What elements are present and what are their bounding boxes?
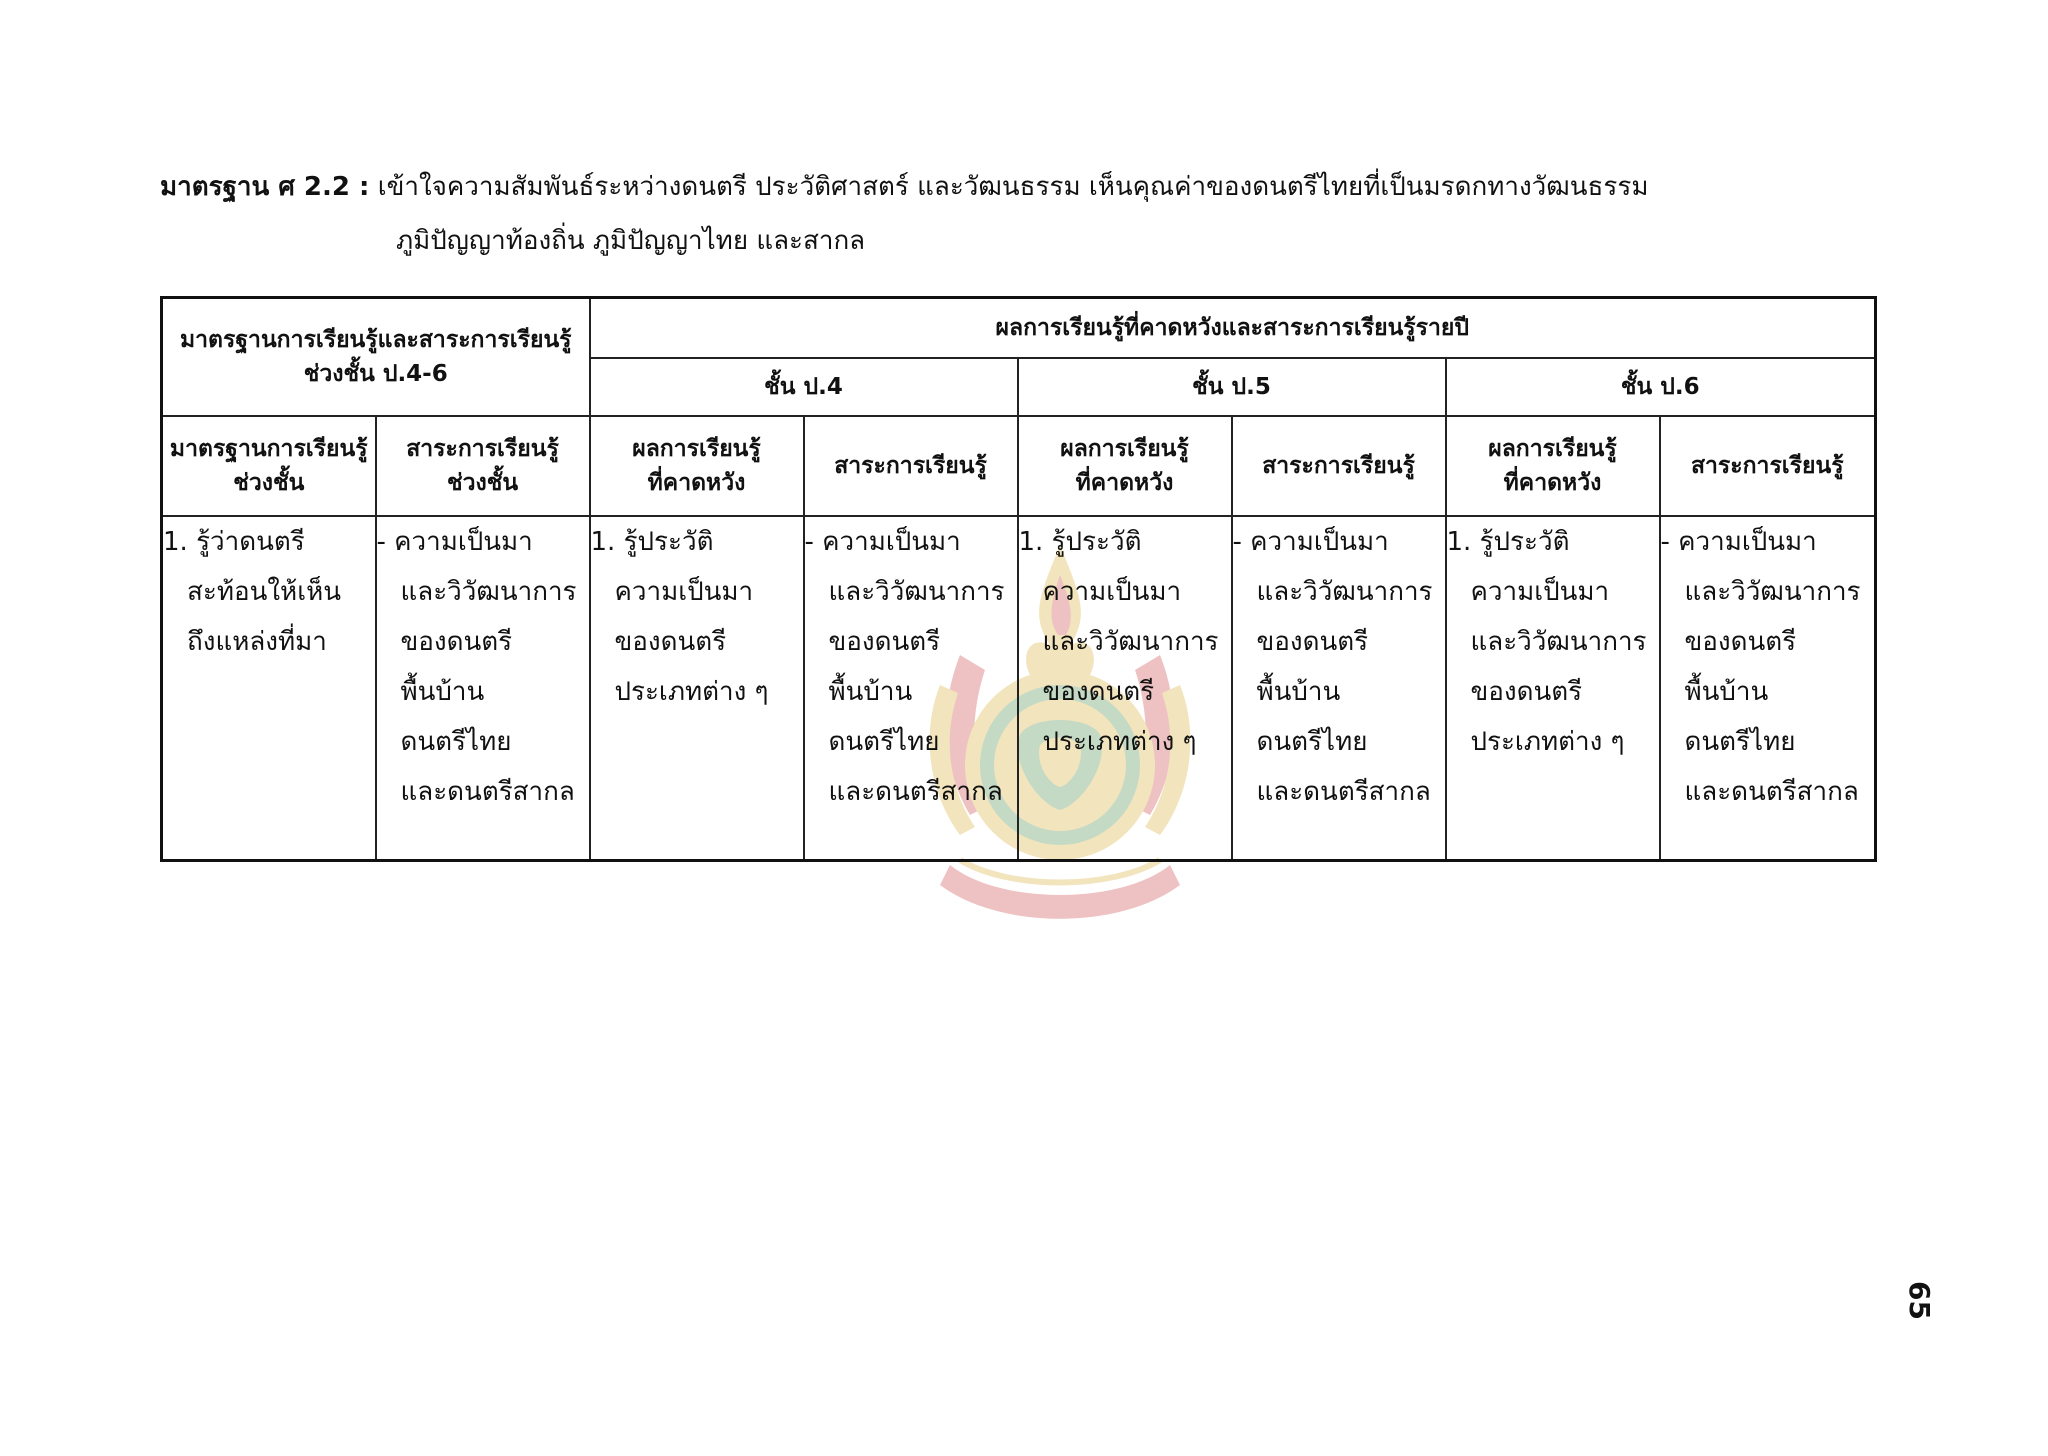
header-content-grade-5: สาระการเรียนรู้ [1232, 416, 1446, 516]
text-line: ความเป็นมา [1470, 576, 1610, 607]
text-line: ของดนตรี [400, 626, 513, 657]
header-range-content-line-1: สาระการเรียนรู้ [406, 435, 559, 462]
text-line: และวิวัฒนาการ [1042, 626, 1219, 657]
header-outcome-grade-5 [1018, 416, 1232, 516]
standard-heading [160, 160, 1880, 268]
header-grade-5: ชั้น ป.5 [1018, 358, 1446, 416]
header-content-grade-4: สาระการเรียนรู้ [804, 416, 1018, 516]
header-row-top [162, 298, 1876, 358]
cell-range-content [376, 516, 590, 861]
text-line: ประเภทต่าง ๆ [1470, 726, 1625, 757]
text-line: ของดนตรี [1256, 626, 1369, 657]
cell-outcome-grade-6 [1446, 516, 1660, 861]
text-line: - ความเป็นมา [376, 526, 533, 557]
text-line: ดนตรีไทย [1684, 726, 1796, 757]
text-line: พื้นบ้าน [400, 676, 485, 707]
text-line: พื้นบ้าน [828, 676, 913, 707]
header-grade-6: ชั้น ป.6 [1446, 358, 1876, 416]
text-line: และวิวัฒนาการ [400, 576, 577, 607]
cell-outcome-grade-5 [1018, 516, 1232, 861]
text-line: ดนตรีไทย [828, 726, 940, 757]
text-line: - ความเป็นมา [804, 526, 961, 557]
text-line: ของดนตรี [828, 626, 941, 657]
text-line: 1. รู้ประวัติ [1018, 526, 1142, 557]
text-line: ถึงแหล่งที่มา [187, 626, 327, 657]
header-standards-line-2: ช่วงชั้น ป.4-6 [303, 360, 448, 387]
text-line: ของดนตรี [1470, 676, 1583, 707]
text-line: สะท้อนให้เห็น [187, 576, 341, 607]
text-line: ประเภทต่าง ๆ [1042, 726, 1197, 757]
text-line: ความเป็นมา [1042, 576, 1182, 607]
header-content-grade-6: สาระการเรียนรู้ [1660, 416, 1876, 516]
text-line: และดนตรีสากล [400, 776, 575, 807]
header-outcome-line-1: ผลการเรียนรู้ [632, 435, 761, 462]
cell-content-grade-4 [804, 516, 1018, 861]
text-line: ดนตรีไทย [1256, 726, 1368, 757]
cell-range-standard [162, 516, 376, 861]
text-line: ประเภทต่าง ๆ [614, 676, 769, 707]
header-outcome-line-1: ผลการเรียนรู้ [1488, 435, 1617, 462]
text-line: และดนตรีสากล [1684, 776, 1859, 807]
text-line: และวิวัฒนาการ [1470, 626, 1647, 657]
text-line: - ความเป็นมา [1232, 526, 1389, 557]
text-line: ของดนตรี [1684, 626, 1797, 657]
text-line: 1. รู้ประวัติ [590, 526, 714, 557]
text-line: และวิวัฒนาการ [828, 576, 1005, 607]
text-line: พื้นบ้าน [1256, 676, 1341, 707]
header-outcome-line-1: ผลการเรียนรู้ [1060, 435, 1189, 462]
text-line: 1. รู้ว่าดนตรี [163, 526, 305, 557]
standard-label: มาตรฐาน ศ 2.2 : [160, 172, 370, 202]
header-outcome-grade-4 [590, 416, 804, 516]
header-grade-4: ชั้น ป.4 [590, 358, 1018, 416]
header-range-standard [162, 416, 376, 516]
text-line: ความเป็นมา [614, 576, 754, 607]
standard-text-1: เข้าใจความสัมพันธ์ระหว่างดนตรี ประวัติศาสตร์ และวัฒนธรรม เห็นคุณค่าของดนตรีไทยที่เป็นมรดกทางวัฒนธรรม [377, 172, 1649, 202]
text-line: ของดนตรี [1042, 676, 1155, 707]
table-row [162, 516, 1876, 861]
standard-line-2: ภูมิปัญญาท้องถิ่น ภูมิปัญญาไทย และสากล [396, 226, 866, 256]
cell-content-grade-6 [1660, 516, 1876, 861]
header-standards-line-1: มาตรฐานการเรียนรู้และสาระการเรียนรู้ [179, 326, 572, 353]
header-outcome-grade-6 [1446, 416, 1660, 516]
header-range-standard-line-2: ช่วงชั้น [233, 469, 305, 496]
header-yearly-outcomes: ผลการเรียนรู้ที่คาดหวังและสาระการเรียนรู้รายปี [590, 298, 1876, 358]
text-line: - ความเป็นมา [1660, 526, 1817, 557]
text-line: และดนตรีสากล [1256, 776, 1431, 807]
header-outcome-line-2: ที่คาดหวัง [1503, 469, 1602, 496]
text-line: และวิวัฒนาการ [1256, 576, 1433, 607]
header-standards-and-content [162, 298, 590, 416]
header-range-content-line-2: ช่วงชั้น [446, 469, 519, 496]
text-line: และดนตรีสากล [828, 776, 1003, 807]
cell-outcome-grade-4 [590, 516, 804, 861]
text-line: 1. รู้ประวัติ [1446, 526, 1570, 557]
header-row-sub [162, 416, 1876, 516]
header-outcome-line-2: ที่คาดหวัง [1075, 469, 1174, 496]
curriculum-table [160, 296, 1877, 862]
header-range-standard-line-1: มาตรฐานการเรียนรู้ [169, 435, 368, 462]
header-outcome-line-2: ที่คาดหวัง [647, 469, 746, 496]
text-line: พื้นบ้าน [1684, 676, 1769, 707]
cell-content-grade-5 [1232, 516, 1446, 861]
text-line: ดนตรีไทย [400, 726, 512, 757]
header-range-content [376, 416, 590, 516]
text-line: ของดนตรี [614, 626, 727, 657]
standard-line-1 [160, 160, 1880, 214]
page-number: 65 [1902, 1281, 1936, 1320]
text-line: และวิวัฒนาการ [1684, 576, 1861, 607]
